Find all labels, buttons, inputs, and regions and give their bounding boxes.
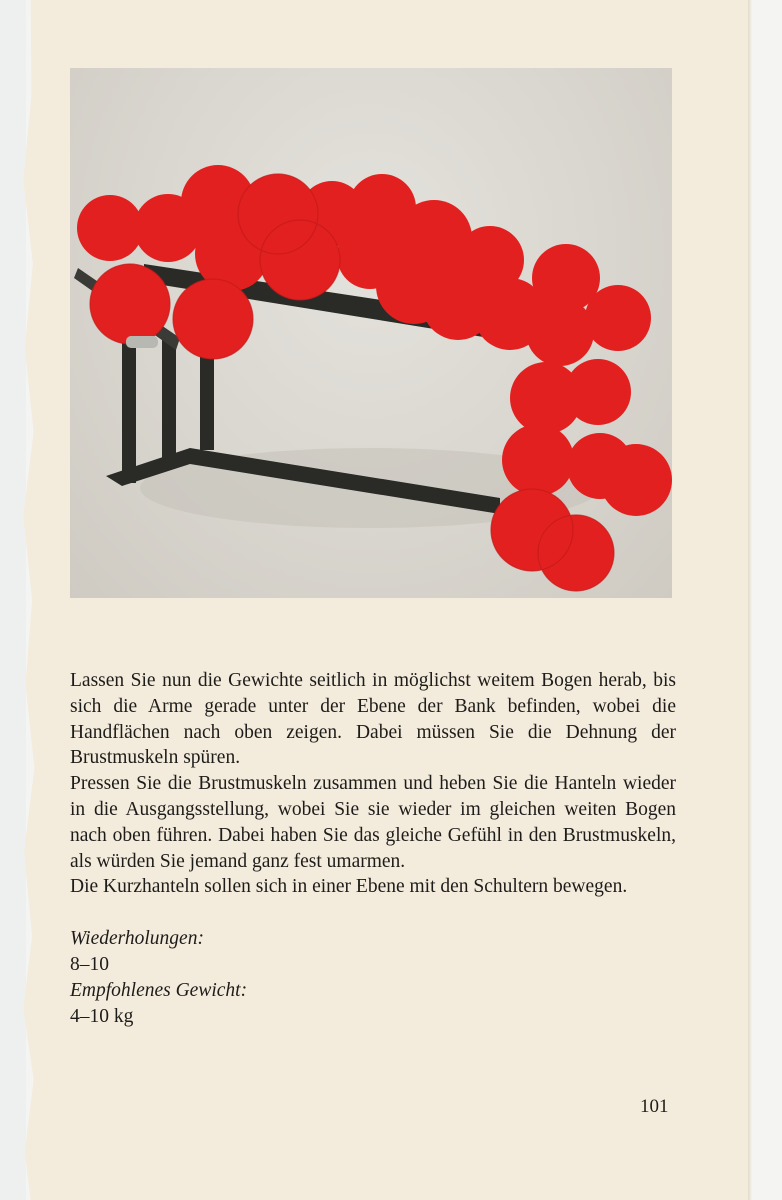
exercise-photo xyxy=(70,68,672,598)
page-edge-shadow xyxy=(748,0,752,1200)
spacer xyxy=(70,900,676,926)
weight-plate xyxy=(510,362,582,434)
instruction-paragraph: Die Kurzhanteln sollen sich in einer Ebene mit den Schultern bewegen. xyxy=(70,876,628,898)
repetitions-label: Wiederholungen: xyxy=(70,928,204,950)
exercise-instructions xyxy=(70,668,676,1029)
weight-plate xyxy=(600,444,672,516)
instruction-paragraph: Lassen Sie nun die Gewichte seitlich in möglichst weitem Bogen herab, bis sich die Arme gerade unter der Ebene der Bank befinden, wobei die Handflächen nach oben zeigen. Dabei müssen Sie die Dehnung der Brustmuskeln spüren. xyxy=(70,670,676,769)
weight-plate xyxy=(585,285,651,351)
weight-label: Empfohlenes Gewicht: xyxy=(70,979,248,1001)
bench-weights-illustration xyxy=(70,68,672,598)
bar-collar xyxy=(126,336,158,348)
page-number: 101 xyxy=(640,1096,669,1117)
weight-plate xyxy=(502,424,574,496)
weight-plate xyxy=(526,298,594,366)
background-strip xyxy=(0,0,26,1200)
weight-value: 4–10 kg xyxy=(70,1005,134,1027)
instruction-paragraph: Pressen Sie die Brustmuskeln zusammen und heben Sie die Hanteln wieder in die Ausgangsstellung, wobei Sie sie wieder im gleichen weiten Bogen nach oben führen. Dabei haben Sie das gleiche Gefühl in den Brustmuskeln, als würden Sie jemand ganz fest umarmen. xyxy=(70,773,676,872)
weight-plate xyxy=(77,195,143,261)
repetitions-value: 8–10 xyxy=(70,953,109,975)
